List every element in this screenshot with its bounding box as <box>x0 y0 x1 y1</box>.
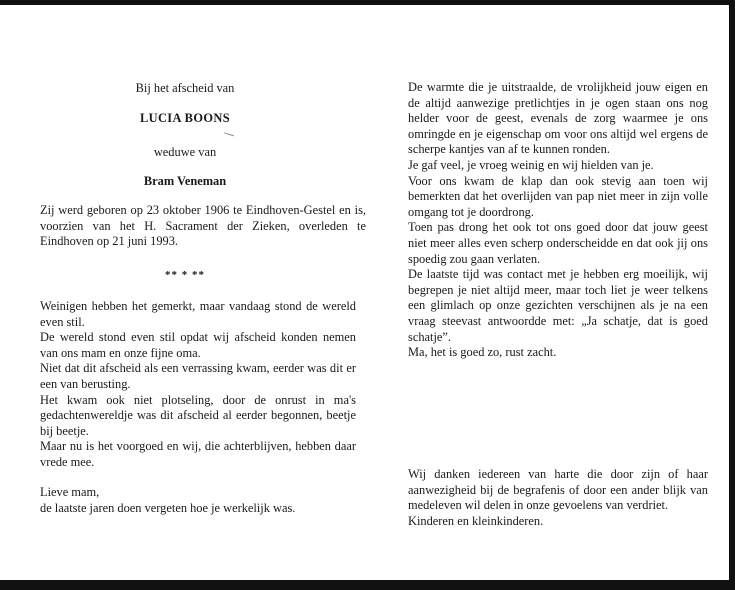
relation-text: weduwe van <box>153 145 217 159</box>
remembrance-paragraph: De warmte die je uitstraalde, de vrolijkheid jouw eigen en de altijd aanwezige pretlichtjes in je ogen staan ons nog helder voor de geest, evenals de zorg waarmee je ons omringde en je eigenschap om voor ons altijd wel ergens de scherpe kantjes van af te kunnen ronden. <box>408 80 708 157</box>
remembrance-paragraph: Toen pas drong het ook tot ons goed door dat jouw geest niet meer alles even scherp onderscheidde en dat ook jij ons spoedig zou gaan verlaten. <box>408 220 708 266</box>
memory-paragraph: Weinigen hebben het gemerkt, maar vandaag stond de wereld even stil. <box>40 299 356 329</box>
spouse-name: Bram Veneman <box>143 174 227 188</box>
deceased-name: LUCIA BOONS <box>139 111 231 125</box>
remembrance-paragraph: Je gaf veel, je vroeg weinig en wij hielden van je. <box>408 157 654 172</box>
scan-border-bottom <box>0 580 735 590</box>
remembrance-paragraph: Ma, het is goed zo, rust zacht. <box>408 345 557 360</box>
scan-border-right <box>729 0 735 590</box>
memory-paragraph: Maar nu is het voorgoed en wij, die achterblijven, hebben daar vrede mee. <box>40 439 356 469</box>
address-line: Lieve mam, <box>40 485 100 499</box>
memory-text <box>40 299 356 471</box>
remembrance-text <box>408 80 708 361</box>
address-to-mother <box>40 485 356 516</box>
memory-paragraph: Het kwam ook niet plotseling, door de onrust in ma's gedachtenwereldje was dit afscheid al eerder begonnen, beetje bij beetje. <box>40 392 356 438</box>
memory-paragraph: De wereld stond even stil opdat wij afscheid konden nemen van ons mam en onze fijne oma. <box>40 330 356 360</box>
biography-paragraph: Zij werd geboren op 23 oktober 1906 te Eindhoven-Gestel en is, voorzien van het H. Sacrament der Zieken, overleden te Eindhoven op 21 juni 1993. <box>40 203 366 249</box>
memory-paragraph: Niet dat dit afscheid als een verrassing kwam, eerder was dit er een van berusting. <box>40 361 356 391</box>
left-page <box>40 0 366 580</box>
family-signature: Kinderen en kleinkinderen. <box>408 514 544 528</box>
pen-mark <box>224 127 236 137</box>
remembrance-paragraph: Voor ons kwam de klap dan ook stevig aan toen wij bemerkten dat het overlijden van pap niet meer in zijn volle omgang tot je doordrong. <box>408 173 708 219</box>
right-page <box>408 0 708 580</box>
remembrance-paragraph: De laatste tijd was contact met je hebben erg moeilijk, wij begrepen je niet altijd meer, maar toch liet je weer telkens een glimlach op onze gezichten verschijnen als je na een vraag steevast antwoordde met: „Ja schatje, dat is goed schatje”. <box>408 267 708 344</box>
address-line: de laatste jaren doen vergeten hoe je werkelijk was. <box>40 500 296 515</box>
farewell-heading: Bij het afscheid van <box>135 81 235 95</box>
separator-stars: ** * ** <box>165 269 205 281</box>
thanks-paragraph: Wij danken iedereen van harte die door zijn of haar aanwezigheid bij de begrafenis of door een ander blijk van medeleven wil delen in onze gevoelens van verdriet. <box>408 467 708 513</box>
